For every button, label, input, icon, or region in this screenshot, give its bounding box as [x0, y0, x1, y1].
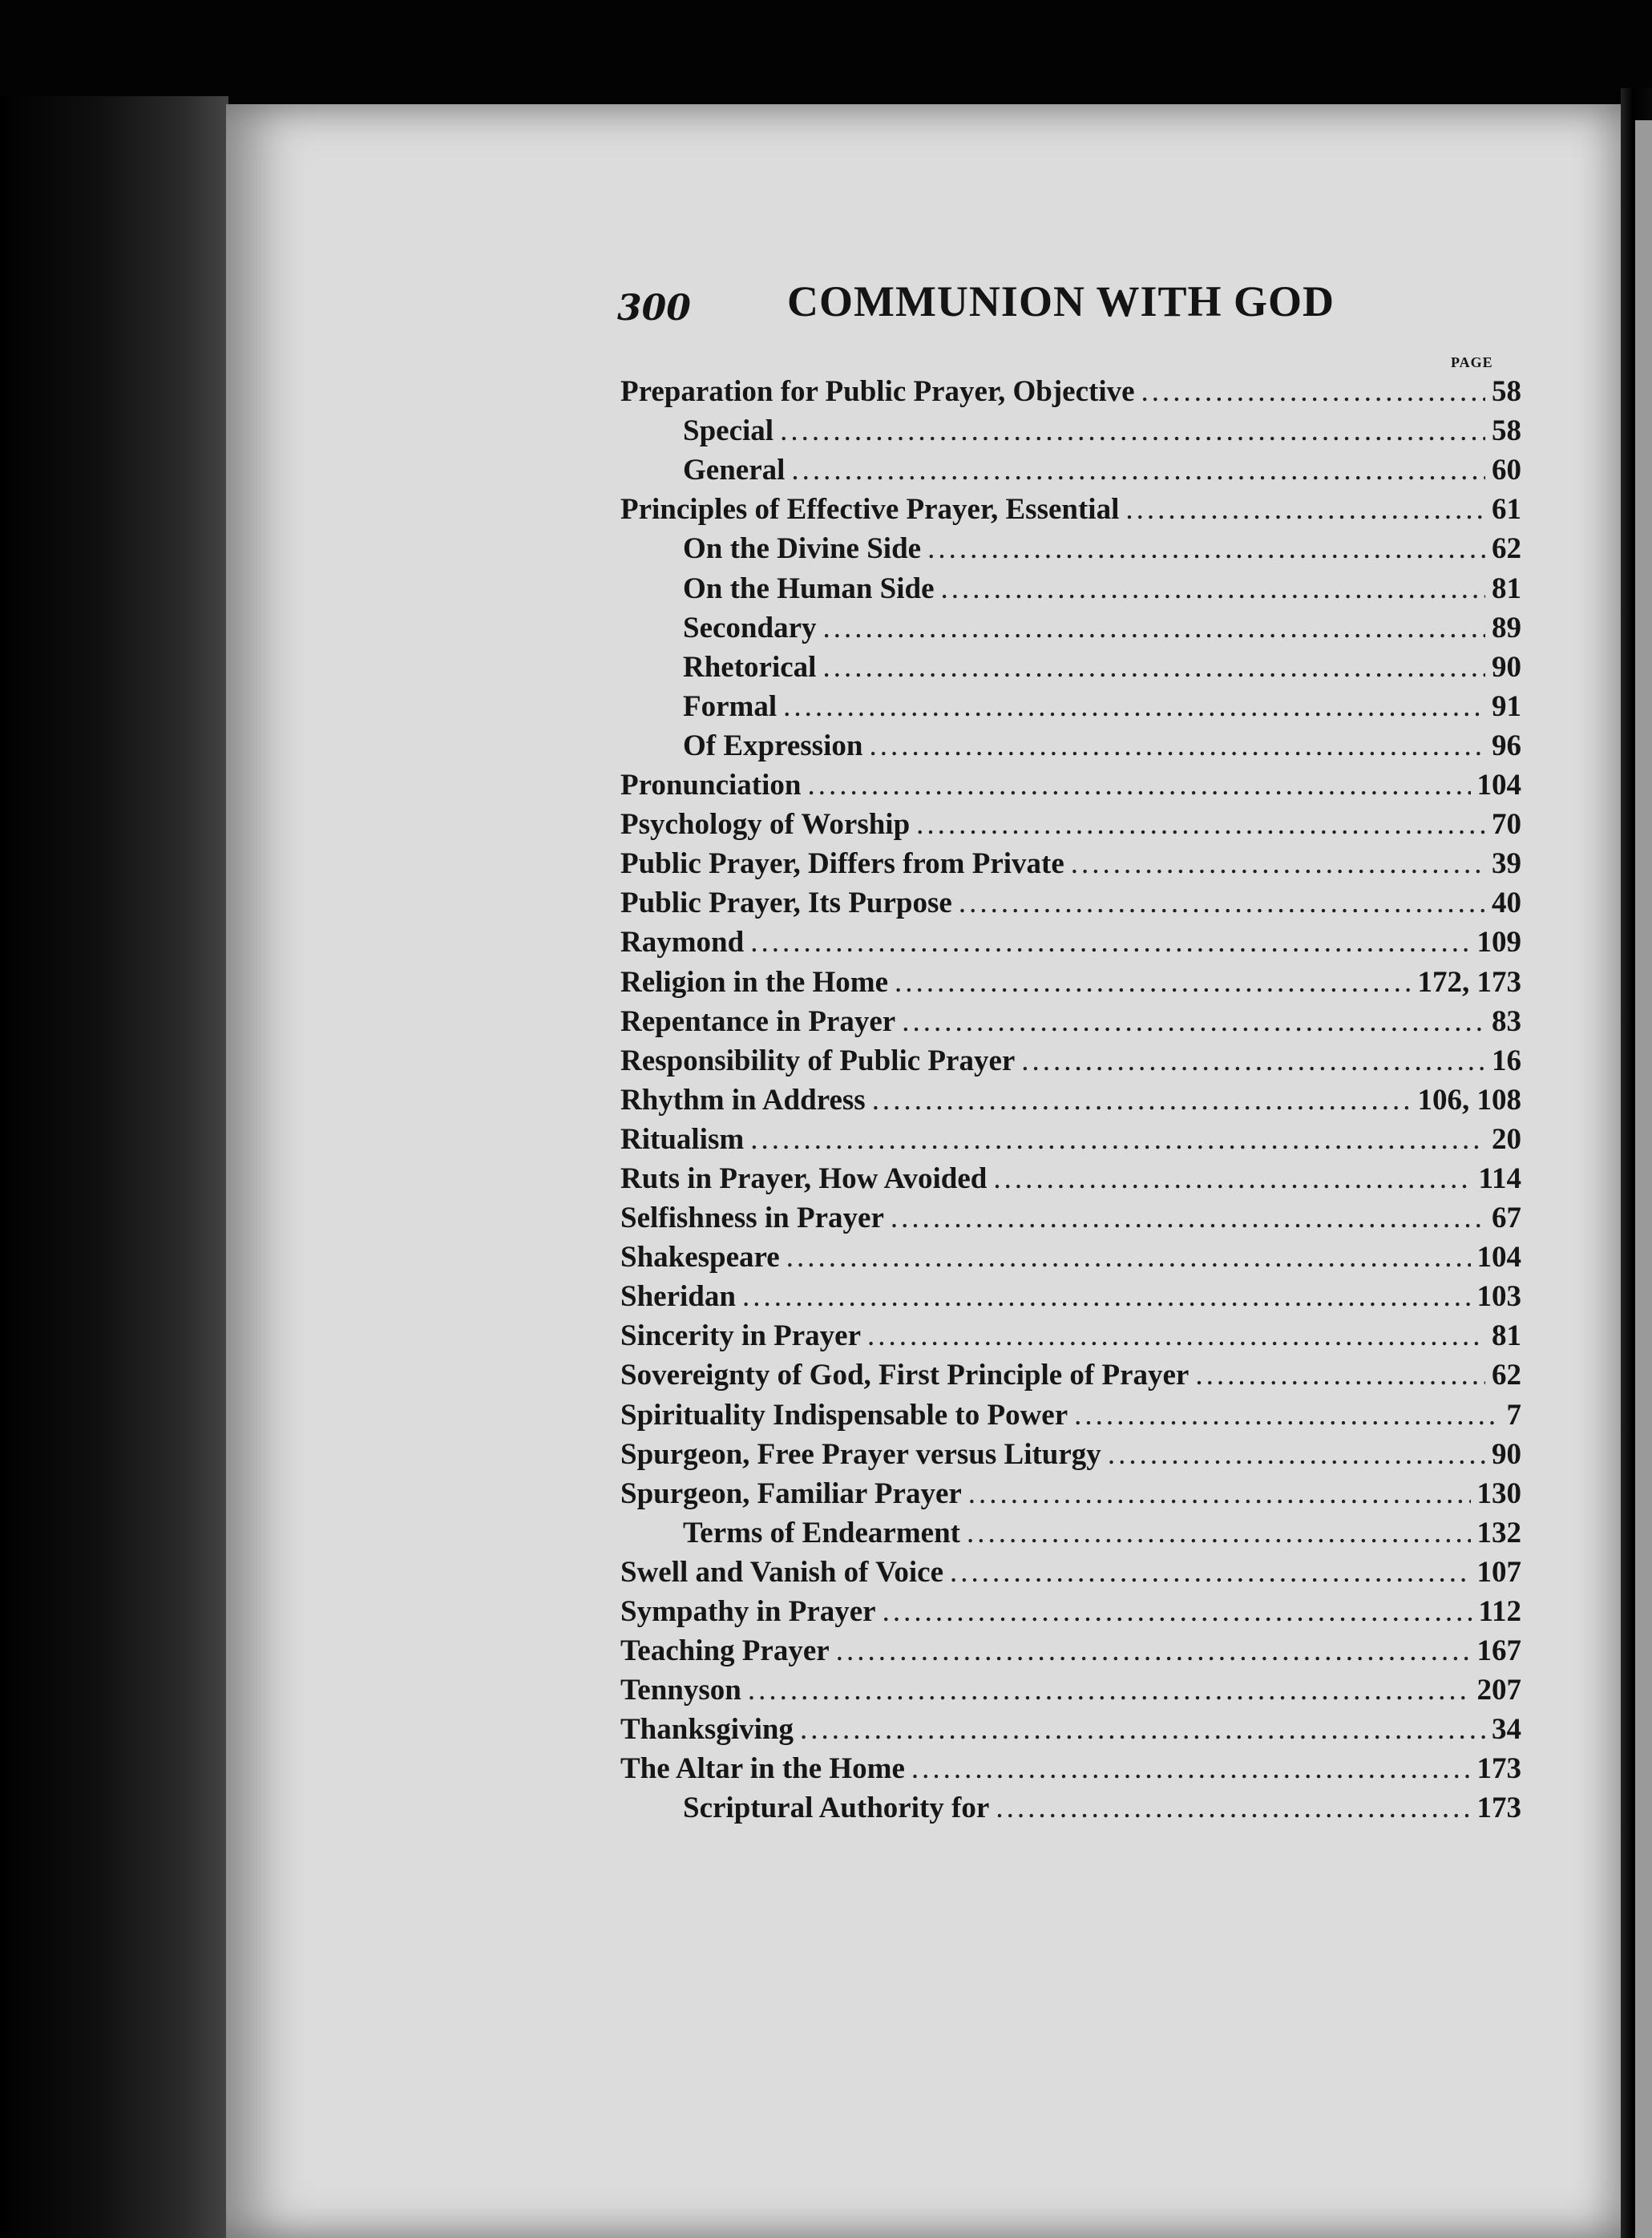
entry-label: Responsibility of Public Prayer [620, 1044, 1016, 1077]
entry-pages: 114 [1478, 1161, 1521, 1195]
entry-label: Public Prayer, Its Purpose [620, 887, 952, 920]
entry-label: Public Prayer, Differs from Private [620, 847, 1064, 881]
entry-pages: 62 [1492, 1359, 1521, 1392]
entry-pages: 173 [1476, 1792, 1521, 1825]
index-subentry [620, 524, 1521, 564]
dot-leader [967, 1518, 1471, 1548]
entry-pages: 40 [1492, 887, 1521, 920]
entry-label: Shakespeare [620, 1241, 780, 1275]
entry-label: Secondary [683, 611, 817, 644]
entry-pages: 67 [1492, 1202, 1521, 1235]
index-entry [620, 1744, 1521, 1784]
entry-label: Sincerity in Prayer [620, 1319, 862, 1353]
index-entry [620, 1194, 1521, 1233]
entry-label: Of Expression [683, 729, 863, 762]
entry-label: Preparation for Public Prayer, Objective [620, 375, 1135, 409]
index-entry [620, 1076, 1521, 1115]
entry-pages: 91 [1492, 689, 1521, 723]
dot-leader [750, 927, 1470, 957]
dot-leader [950, 1557, 1470, 1587]
book-left-edge [0, 96, 228, 2238]
index-subentry [620, 643, 1521, 682]
index-entry [620, 997, 1521, 1036]
entry-pages: 16 [1492, 1044, 1521, 1077]
page-column-label: PAGE [1451, 354, 1493, 370]
entry-label: Spurgeon, Familiar Prayer [620, 1477, 962, 1510]
index-subentry [620, 406, 1521, 446]
entry-pages: 58 [1492, 414, 1521, 448]
dot-leader [786, 1242, 1471, 1272]
entry-pages: 90 [1492, 650, 1521, 684]
entry-pages: 39 [1492, 847, 1521, 881]
entry-label: Repentance in Prayer [620, 1004, 896, 1038]
entry-pages: 167 [1476, 1634, 1521, 1668]
dot-leader [1074, 1400, 1500, 1430]
entry-label: Tennyson [620, 1674, 741, 1707]
entry-pages: 109 [1476, 926, 1521, 959]
entry-pages: 89 [1492, 611, 1521, 644]
index-entry [620, 1430, 1521, 1469]
entry-pages: 61 [1492, 493, 1521, 527]
dot-leader [791, 455, 1485, 485]
entry-label: Ruts in Prayer, How Avoided [620, 1161, 988, 1195]
dot-leader [891, 1203, 1485, 1233]
index-entry [620, 1115, 1521, 1154]
index-entry [620, 1311, 1521, 1351]
entry-pages: 132 [1476, 1516, 1521, 1549]
page-number: 300 [617, 288, 691, 329]
index-subentry [620, 604, 1521, 643]
dot-leader [742, 1282, 1471, 1311]
dot-leader [872, 1085, 1412, 1115]
index-entry [620, 800, 1521, 842]
dot-leader [783, 692, 1485, 721]
entry-pages: 70 [1492, 808, 1521, 842]
index-subentry [620, 446, 1521, 485]
entry-pages: 81 [1492, 572, 1521, 605]
dot-leader [748, 1675, 1471, 1705]
dot-leader [1071, 849, 1485, 879]
index-entry [620, 918, 1521, 957]
dot-leader [836, 1636, 1471, 1666]
entry-pages: 62 [1492, 532, 1521, 566]
index-entry [620, 1154, 1521, 1194]
entry-pages: 83 [1492, 1004, 1521, 1038]
index-entry [620, 485, 1521, 527]
dot-leader [807, 770, 1470, 800]
entry-pages: 173 [1476, 1752, 1521, 1786]
index-entry [620, 761, 1521, 800]
index-entry [620, 879, 1521, 918]
dot-leader [1021, 1046, 1485, 1076]
dot-leader [1108, 1440, 1485, 1469]
entry-label: Religion in the Home [620, 965, 889, 999]
index-entry [620, 367, 1521, 409]
entry-label: On the Human Side [683, 572, 935, 605]
dot-leader [902, 1007, 1485, 1036]
entry-pages: 130 [1476, 1477, 1521, 1510]
index-entry [620, 1666, 1521, 1705]
index-entry [620, 1587, 1521, 1626]
dot-leader [927, 534, 1485, 564]
entry-label: Spirituality Indispensable to Power [620, 1398, 1068, 1432]
entry-label: Selfishness in Prayer [620, 1202, 884, 1235]
dot-leader [941, 574, 1485, 604]
index-entry [620, 1351, 1521, 1390]
page-header [617, 277, 1515, 341]
entry-label: Swell and Vanish of Voice [620, 1555, 944, 1589]
dot-leader [895, 968, 1411, 997]
dot-leader [993, 1164, 1472, 1194]
index-subentry [620, 682, 1521, 721]
entry-pages: 207 [1476, 1674, 1521, 1707]
index-subentry [620, 564, 1521, 603]
entry-pages: 96 [1492, 729, 1521, 762]
index-subentry [620, 1784, 1521, 1823]
entry-label: Sovereignty of God, First Principle of Prayer [620, 1359, 1190, 1392]
dot-leader [1195, 1360, 1485, 1390]
adjacent-page-strip [1635, 120, 1652, 2238]
entry-label: Scriptural Authority for [683, 1792, 990, 1825]
entry-pages: 107 [1476, 1555, 1521, 1589]
entry-label: Rhythm in Address [620, 1083, 866, 1117]
entry-pages: 60 [1492, 454, 1521, 487]
dot-leader [822, 652, 1485, 682]
index-entry [620, 1272, 1521, 1314]
entry-pages: 7 [1506, 1398, 1521, 1432]
dot-leader [867, 1321, 1485, 1351]
dot-leader [916, 810, 1485, 839]
index-entry [620, 1548, 1521, 1587]
index-entry [620, 1469, 1521, 1509]
index-list [620, 367, 1521, 1823]
entry-pages: 58 [1492, 375, 1521, 409]
entry-pages: 172, 173 [1417, 965, 1521, 999]
entry-pages: 112 [1478, 1595, 1521, 1628]
dot-leader [750, 1125, 1485, 1154]
entry-label: Rhetorical [683, 650, 817, 684]
dot-leader [800, 1715, 1485, 1744]
entry-label: Terms of Endearment [683, 1516, 960, 1549]
entry-label: On the Divine Side [683, 532, 922, 566]
entry-label: Principles of Effective Prayer, Essential [620, 493, 1120, 527]
dot-leader [869, 731, 1485, 761]
index-entry [620, 839, 1521, 879]
dot-leader [1125, 495, 1485, 524]
index-subentry [620, 1509, 1521, 1548]
dot-leader [883, 1597, 1472, 1626]
dot-leader [996, 1793, 1470, 1823]
dot-leader [780, 416, 1485, 446]
index-entry [620, 1390, 1521, 1432]
entry-label: Raymond [620, 926, 745, 959]
index-entry [620, 1233, 1521, 1275]
entry-label: Special [683, 414, 774, 448]
entry-label: Ritualism [620, 1122, 745, 1156]
entry-pages: 103 [1476, 1280, 1521, 1314]
entry-pages: 20 [1492, 1122, 1521, 1156]
index-entry [620, 957, 1521, 999]
entry-label: Spurgeon, Free Prayer versus Liturgy [620, 1437, 1101, 1471]
index-entry [620, 1705, 1521, 1747]
entry-label: Pronunciation [620, 769, 802, 802]
entry-pages: 104 [1476, 1241, 1521, 1275]
entry-label: Teaching Prayer [620, 1634, 830, 1668]
entry-label: Sheridan [620, 1280, 736, 1314]
running-title: COMMUNION WITH GOD [787, 277, 1335, 325]
entry-label: The Altar in the Home [620, 1752, 905, 1786]
index-subentry [620, 721, 1521, 761]
dot-leader [1141, 377, 1485, 406]
entry-pages: 106, 108 [1417, 1083, 1521, 1117]
dot-leader [911, 1754, 1471, 1784]
entry-label: Sympathy in Prayer [620, 1595, 876, 1628]
entry-pages: 104 [1476, 769, 1521, 802]
entry-label: Formal [683, 689, 778, 723]
entry-label: Thanksgiving [620, 1713, 794, 1747]
entry-pages: 81 [1492, 1319, 1521, 1353]
index-entry [620, 1036, 1521, 1076]
index-entry [620, 1626, 1521, 1666]
entry-pages: 90 [1492, 1437, 1521, 1471]
dot-leader [823, 613, 1486, 643]
dot-leader [968, 1479, 1471, 1509]
entry-label: General [683, 454, 786, 487]
dot-leader [959, 888, 1485, 918]
entry-label: Psychology of Worship [620, 808, 911, 842]
entry-pages: 34 [1492, 1713, 1521, 1747]
